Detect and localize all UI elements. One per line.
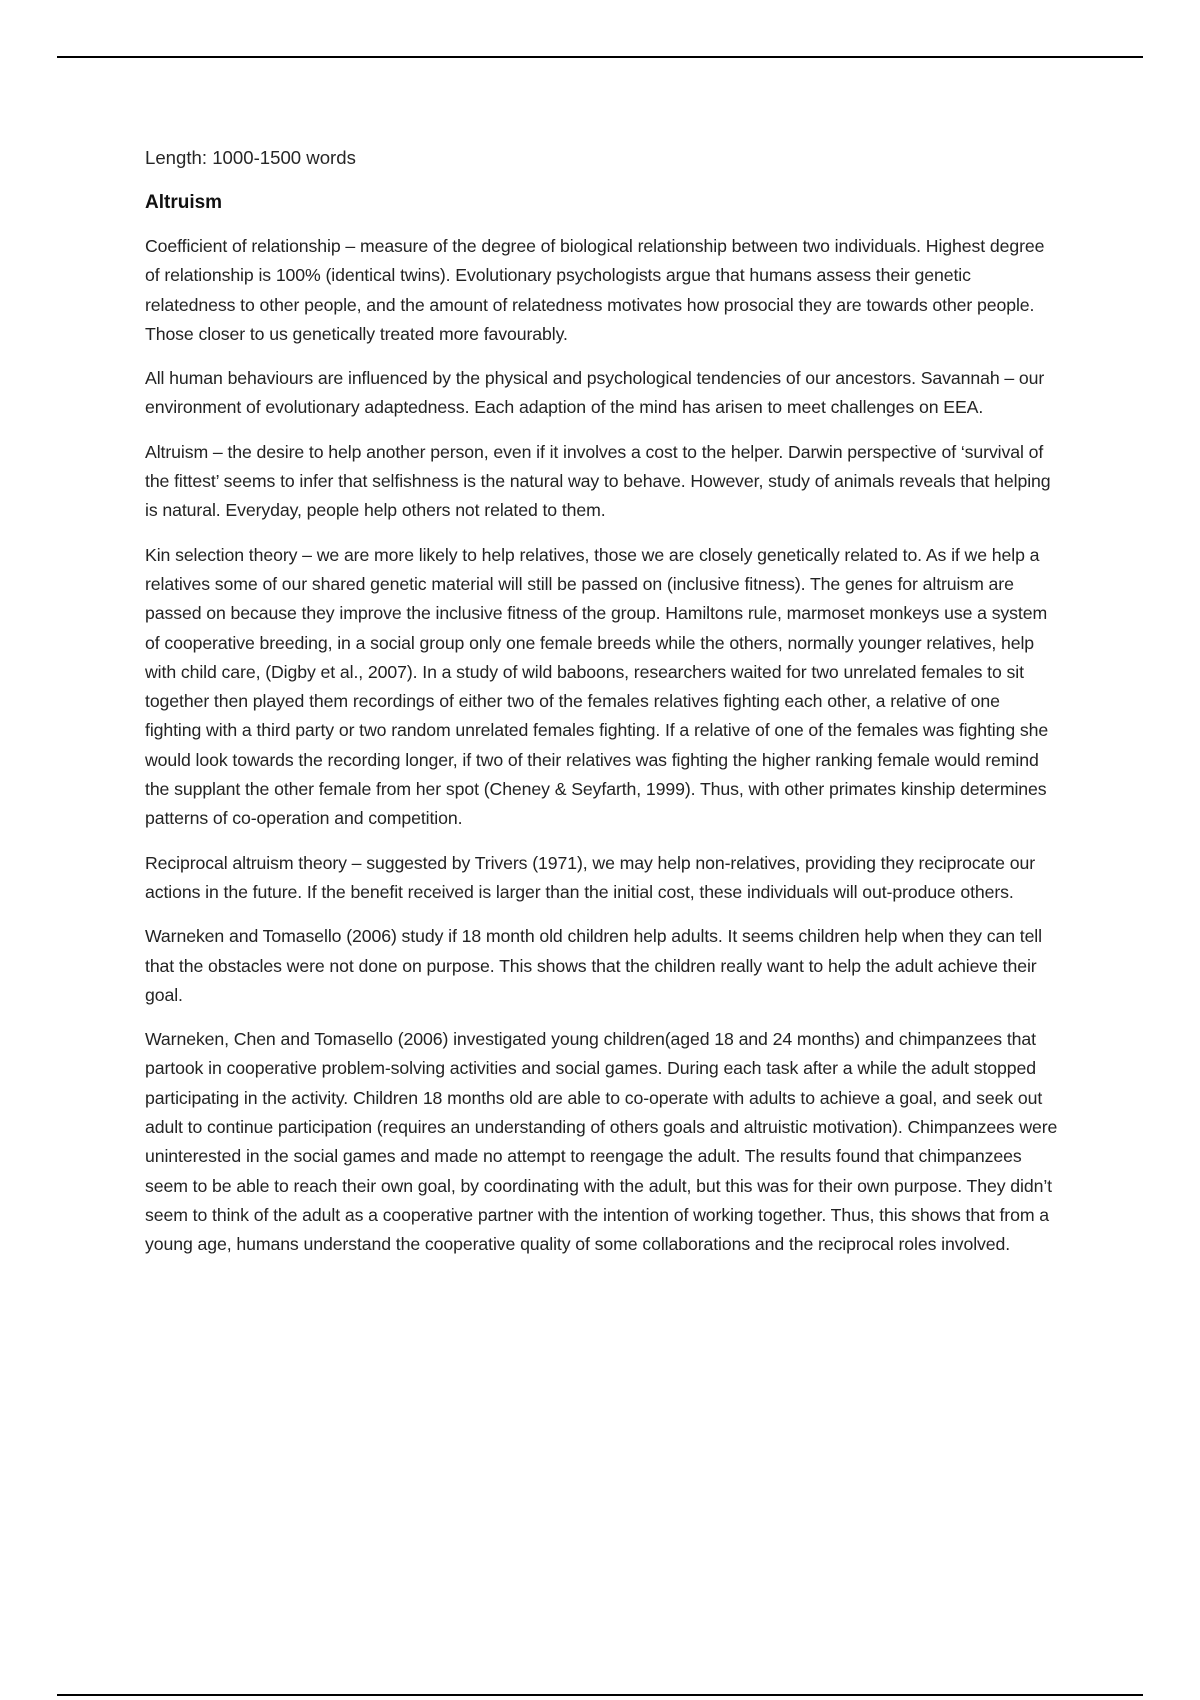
length-requirement: Length: 1000-1500 words [145,147,356,168]
paragraph-eea: All human behaviours are influenced by the physical and psychological tendencies of our ancestors. Savannah – our environment of evolutionary adaptedness. Each adaption of the mind has arisen to meet challenges on EEA. [145,368,1045,418]
paragraph-kin-selection: Kin selection theory – we are more likely to help relatives, those we are closely genetically related to. As if we help a relatives some of our shared genetic material will still be passed on (inclusive fitness). The genes for altruism are passed on because they improve the inclusive fitness of the group. Hamiltons rule, marmoset monkeys use a system of cooperative breeding, in a social group only one female breeds while the others, normally younger relatives, help with child care, (Digby et al., 2007). In a study of wild baboons, researchers waited for two unrelated females to sit together then played them recordings of either two of the females relatives fighting each other, a relative of one fighting with a third party or two random unrelated females fighting. If a relative of one of the females was fighting she would look towards the recording longer, if two of their relatives was fighting the higher ranking female would remind the supplant the other female from her spot (Cheney & Seyfarth, 1999). Thus, with other primates kinship determines patterns of co-operation and competition. [145,544,1049,829]
paragraph-coefficient-of-relationship: Coefficient of relationship – measure of the degree of biological relationship between two individuals. Highest degree of relationship is 100% (identical twins). Evolutionary psychologists argue that humans assess their genetic relatedness to other people, and the amount of relatedness motivates how prosocial they are towards other people. Those closer to us genetically treated more favourably. [145,236,1045,344]
bottom-horizontal-rule [57,1694,1143,1696]
top-horizontal-rule [57,56,1143,58]
paragraph-altruism-definition: Altruism – the desire to help another person, even if it involves a cost to the helper. Darwin perspective of ‘survival of the fittest’ seems to infer that selfishness is the natural way to behave. However, study of animals reveals that helping is natural. Everyday, people help others not related to them. [145,441,1051,521]
document-body [145,143,1060,1275]
paragraph-warneken-chen-tomasello: Warneken, Chen and Tomasello (2006) investigated young children(aged 18 and 24 months) and chimpanzees that partook in cooperative problem-solving activities and social games. During each task after a while the adult stopped participating in the activity. Children 18 months old are able to co-operate with adults to achieve a goal, and seek out adult to continue participation (requires an understanding of others goals and altruistic motivation). Chimpanzees were uninterested in the social games and made no attempt to reengage the adult. The results found that chimpanzees seem to be able to reach their own goal, by coordinating with the adult, but this was for their own purpose. They didn’t seem to think of the adult as a cooperative partner with the intention of working together. Thus, this shows that from a young age, humans understand the cooperative quality of some collaborations and the reciprocal roles involved. [145,1029,1058,1255]
section-heading: Altruism [145,192,223,213]
paragraph-reciprocal-altruism: Reciprocal altruism theory – suggested by Trivers (1971), we may help non-relatives, providing they reciprocate our actions in the future. If the benefit received is larger than the initial cost, these individuals will out-produce others. [145,852,1036,902]
paragraph-warneken-tomasello: Warneken and Tomasello (2006) study if 18 month old children help adults. It seems children help when they can tell that the obstacles were not done on purpose. This shows that the children really want to help the adult achieve their goal. [145,926,1042,1005]
